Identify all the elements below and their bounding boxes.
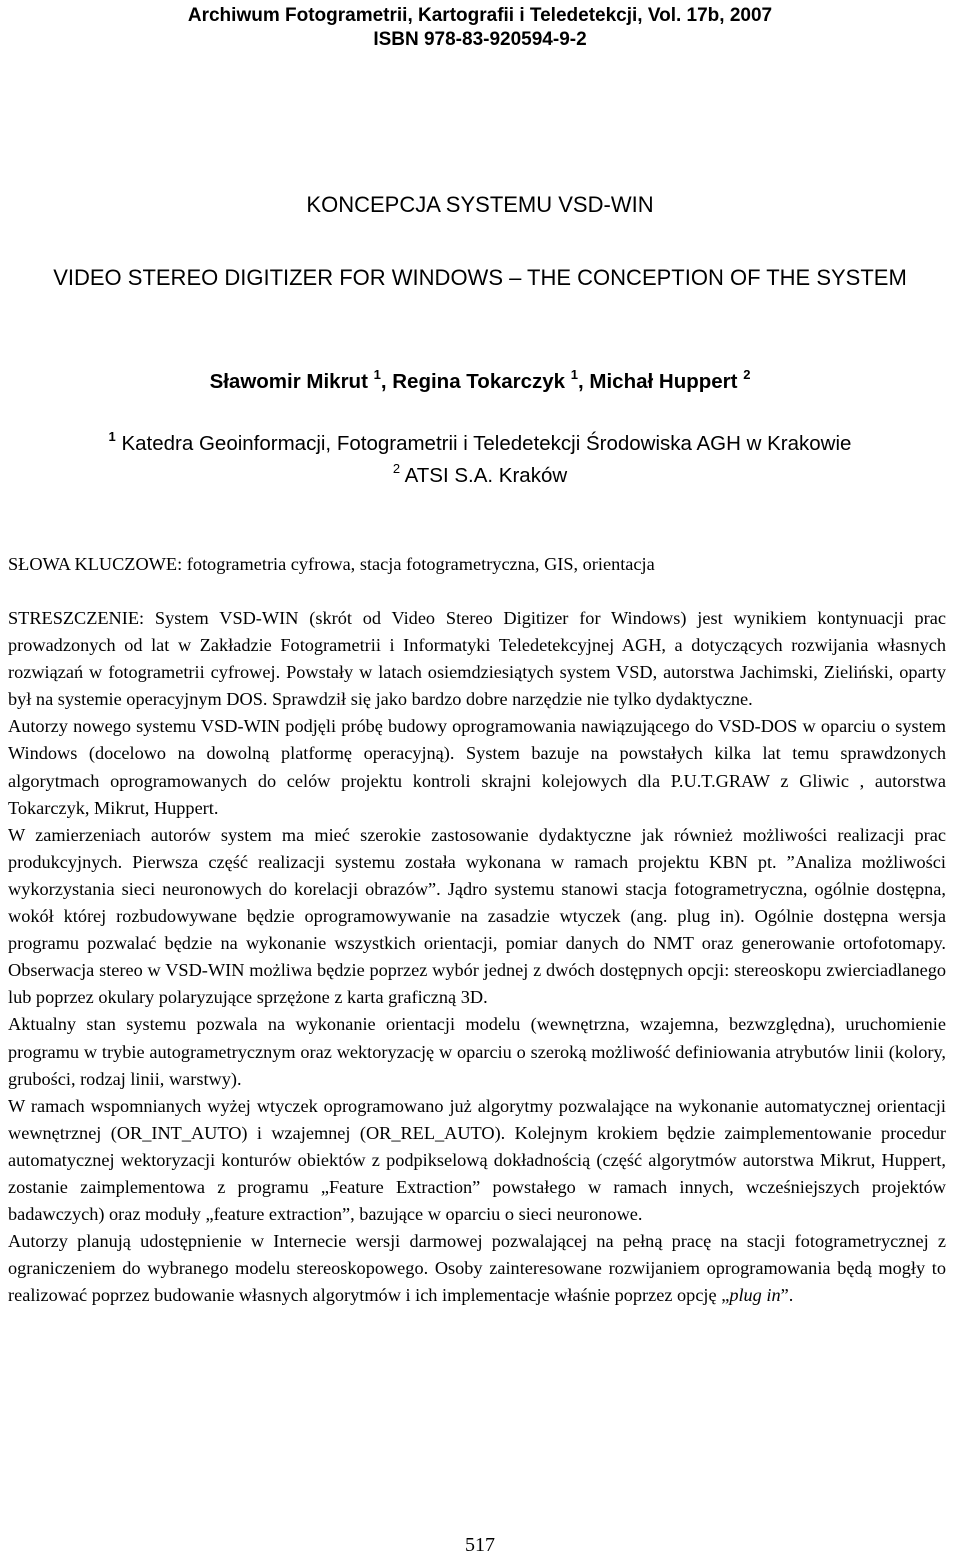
affiliation-mark: 1 xyxy=(108,429,116,444)
author-name: Michał Huppert xyxy=(589,370,738,393)
abstract-label: STRESZCZENIE: xyxy=(8,608,145,628)
abstract-paragraph xyxy=(8,605,946,713)
abstract xyxy=(8,605,946,1309)
abstract-paragraph: Aktualny stan systemu pozwala na wykonanie orientacji modelu (wewnętrzna, wzajemna, bezwzględna), uruchomienie programu w trybie autogrametrycznym oraz wektoryzację w oparciu o szeroką możliwość definiowania atrybutów linii (kolory, grubości, rodzaj linii, warstwy). xyxy=(8,1014,946,1089)
keywords-label: SŁOWA KLUCZOWE: xyxy=(8,554,183,574)
paper-title-en: VIDEO STEREO DIGITIZER FOR WINDOWS – THE CONCEPTION OF THE SYSTEM xyxy=(53,265,907,290)
author-list xyxy=(0,367,960,397)
affiliation-2 xyxy=(0,460,960,492)
author-name: Sławomir Mikrut xyxy=(209,370,368,393)
affiliations xyxy=(0,428,960,492)
journal-header xyxy=(0,4,960,52)
abstract-paragraph: W zamierzeniach autorów system ma mieć szerokie zastosowanie dydaktyczne jak również możliwości realizacji prac produkcyjnych. Pierwsza część realizacji systemu została wykonana w ramach projektu KBN pt. ”Analiza możliwości wykorzystania sieci neuronowych do korelacji obrazów”. Jądro systemu stanowi stacja fotogrametryczna, ogólnie dostępna, wokół której rozbudowywane będzie oprogramowywanie na zasadzie wtyczek (ang. plug in). Ogólnie dostępna wersja programu pozwalać będzie na wykonanie wszystkich orientacji, pomiar danych do NMT oraz generowanie ortofotomapy. Obserwacja stereo w VSD-WIN możliwa będzie poprzez wybór jednej z dwóch dostępnych opcji: stereoskopu zwierciadlanego lub poprzez okulary polaryzujące sprzężone z karta graficzną 3D. xyxy=(8,824,946,1008)
abstract-text: System VSD-WIN (skrót od Video Stereo Digitizer for Windows) jest wynikiem kontynuacji prac prowadzonych od lat w Zakładzie Fotogrametrii i Informatyki Teledetekcyjnej AGH, a dotyczących rozwijania własnych rozwiązań w fotogrametrii cyfrowej. Powstały w latach osiemdziesiątych system VSD, autorstwa Jachimski, Zieliński, oparty był na systemie operacyjnym DOS. Sprawdził się jako bardzo dobre narzędzie nie tylko dydaktyczne. xyxy=(8,608,946,710)
isbn: ISBN 978-83-920594-9-2 xyxy=(373,29,587,50)
abstract-paragraph xyxy=(8,1228,946,1309)
abstract-text: Autorzy planują udostępnienie w Internecie wersji darmowej pozwalającej na pełną pracę na stacji fotogrametrycznej z ograniczeniem do wybranego modelu stereoskopowego. Osoby zainteresowane rozwijaniem oprogramowania będą mogły to realizować poprzez budowanie własnych algorytmów i ich implementacje właśnie poprzez opcję „ xyxy=(8,1231,946,1306)
author-separator: , xyxy=(578,370,590,393)
author-affiliation-mark: 2 xyxy=(743,367,751,382)
abstract-paragraph: Autorzy nowego systemu VSD-WIN podjęli próbę budowy oprogramowania nawiązującego do VSD-DOS w oparciu o system Windows (docelowo na dowolną platformę operacyjną). System bazuje na powstałych kilka lat temu sprawdzonych algorytmach oprogramowanych do celów projektu kontroli skrajni kolejowych dla P.U.T.GRAW z Gliwic , autorstwa Tokarczyk, Mikrut, Huppert. xyxy=(8,716,946,818)
abstract-italic-term: plug in xyxy=(729,1285,781,1306)
abstract-paragraph: W ramach wspomnianych wyżej wtyczek oprogramowano już algorytmy pozwalające na wykonanie automatycznej orientacji wewnętrznej (OR_INT_AUTO) i wzajemnej (OR_REL_AUTO). Kolejnym krokiem będzie zaimplementowanie procedur automatycznej wektoryzacji konturów obiektów z podpikselową dokładnością (część algorytmów autorstwa Mikrut, Huppert, zostanie zaimplementowa z programu „Feature Extraction” powstałego w ramach innych, wcześniejszych projektów badawczych) oraz moduły „feature extraction”, bazujące w oparciu o sieci neuronowe. xyxy=(8,1095,946,1225)
abstract-text: ”. xyxy=(780,1285,794,1306)
keywords-text: fotogrametria cyfrowa, stacja fotogrametryczna, GIS, orientacja xyxy=(182,554,655,574)
paper-title-pl: KONCEPCJA SYSTEMU VSD-WIN xyxy=(306,192,654,217)
author-separator: , xyxy=(380,370,393,393)
journal-citation: Archiwum Fotogrametrii, Kartografii i Teledetekcji, Vol. 17b, 2007 xyxy=(187,5,773,26)
author-affiliation-mark: 1 xyxy=(570,367,578,382)
page-number: 517 xyxy=(465,1534,495,1556)
keywords xyxy=(8,551,948,578)
affiliation-text: ATSI S.A. Kraków xyxy=(400,464,568,487)
author-affiliation-mark: 1 xyxy=(373,367,381,382)
affiliation-mark: 2 xyxy=(392,461,401,476)
author-name: Regina Tokarczyk xyxy=(392,370,566,393)
affiliation-text: Katedra Geoinformacji, Fotogrametrii i Teledetekcji Środowiska AGH w Krakowie xyxy=(115,432,852,455)
affiliation-1 xyxy=(0,428,960,460)
